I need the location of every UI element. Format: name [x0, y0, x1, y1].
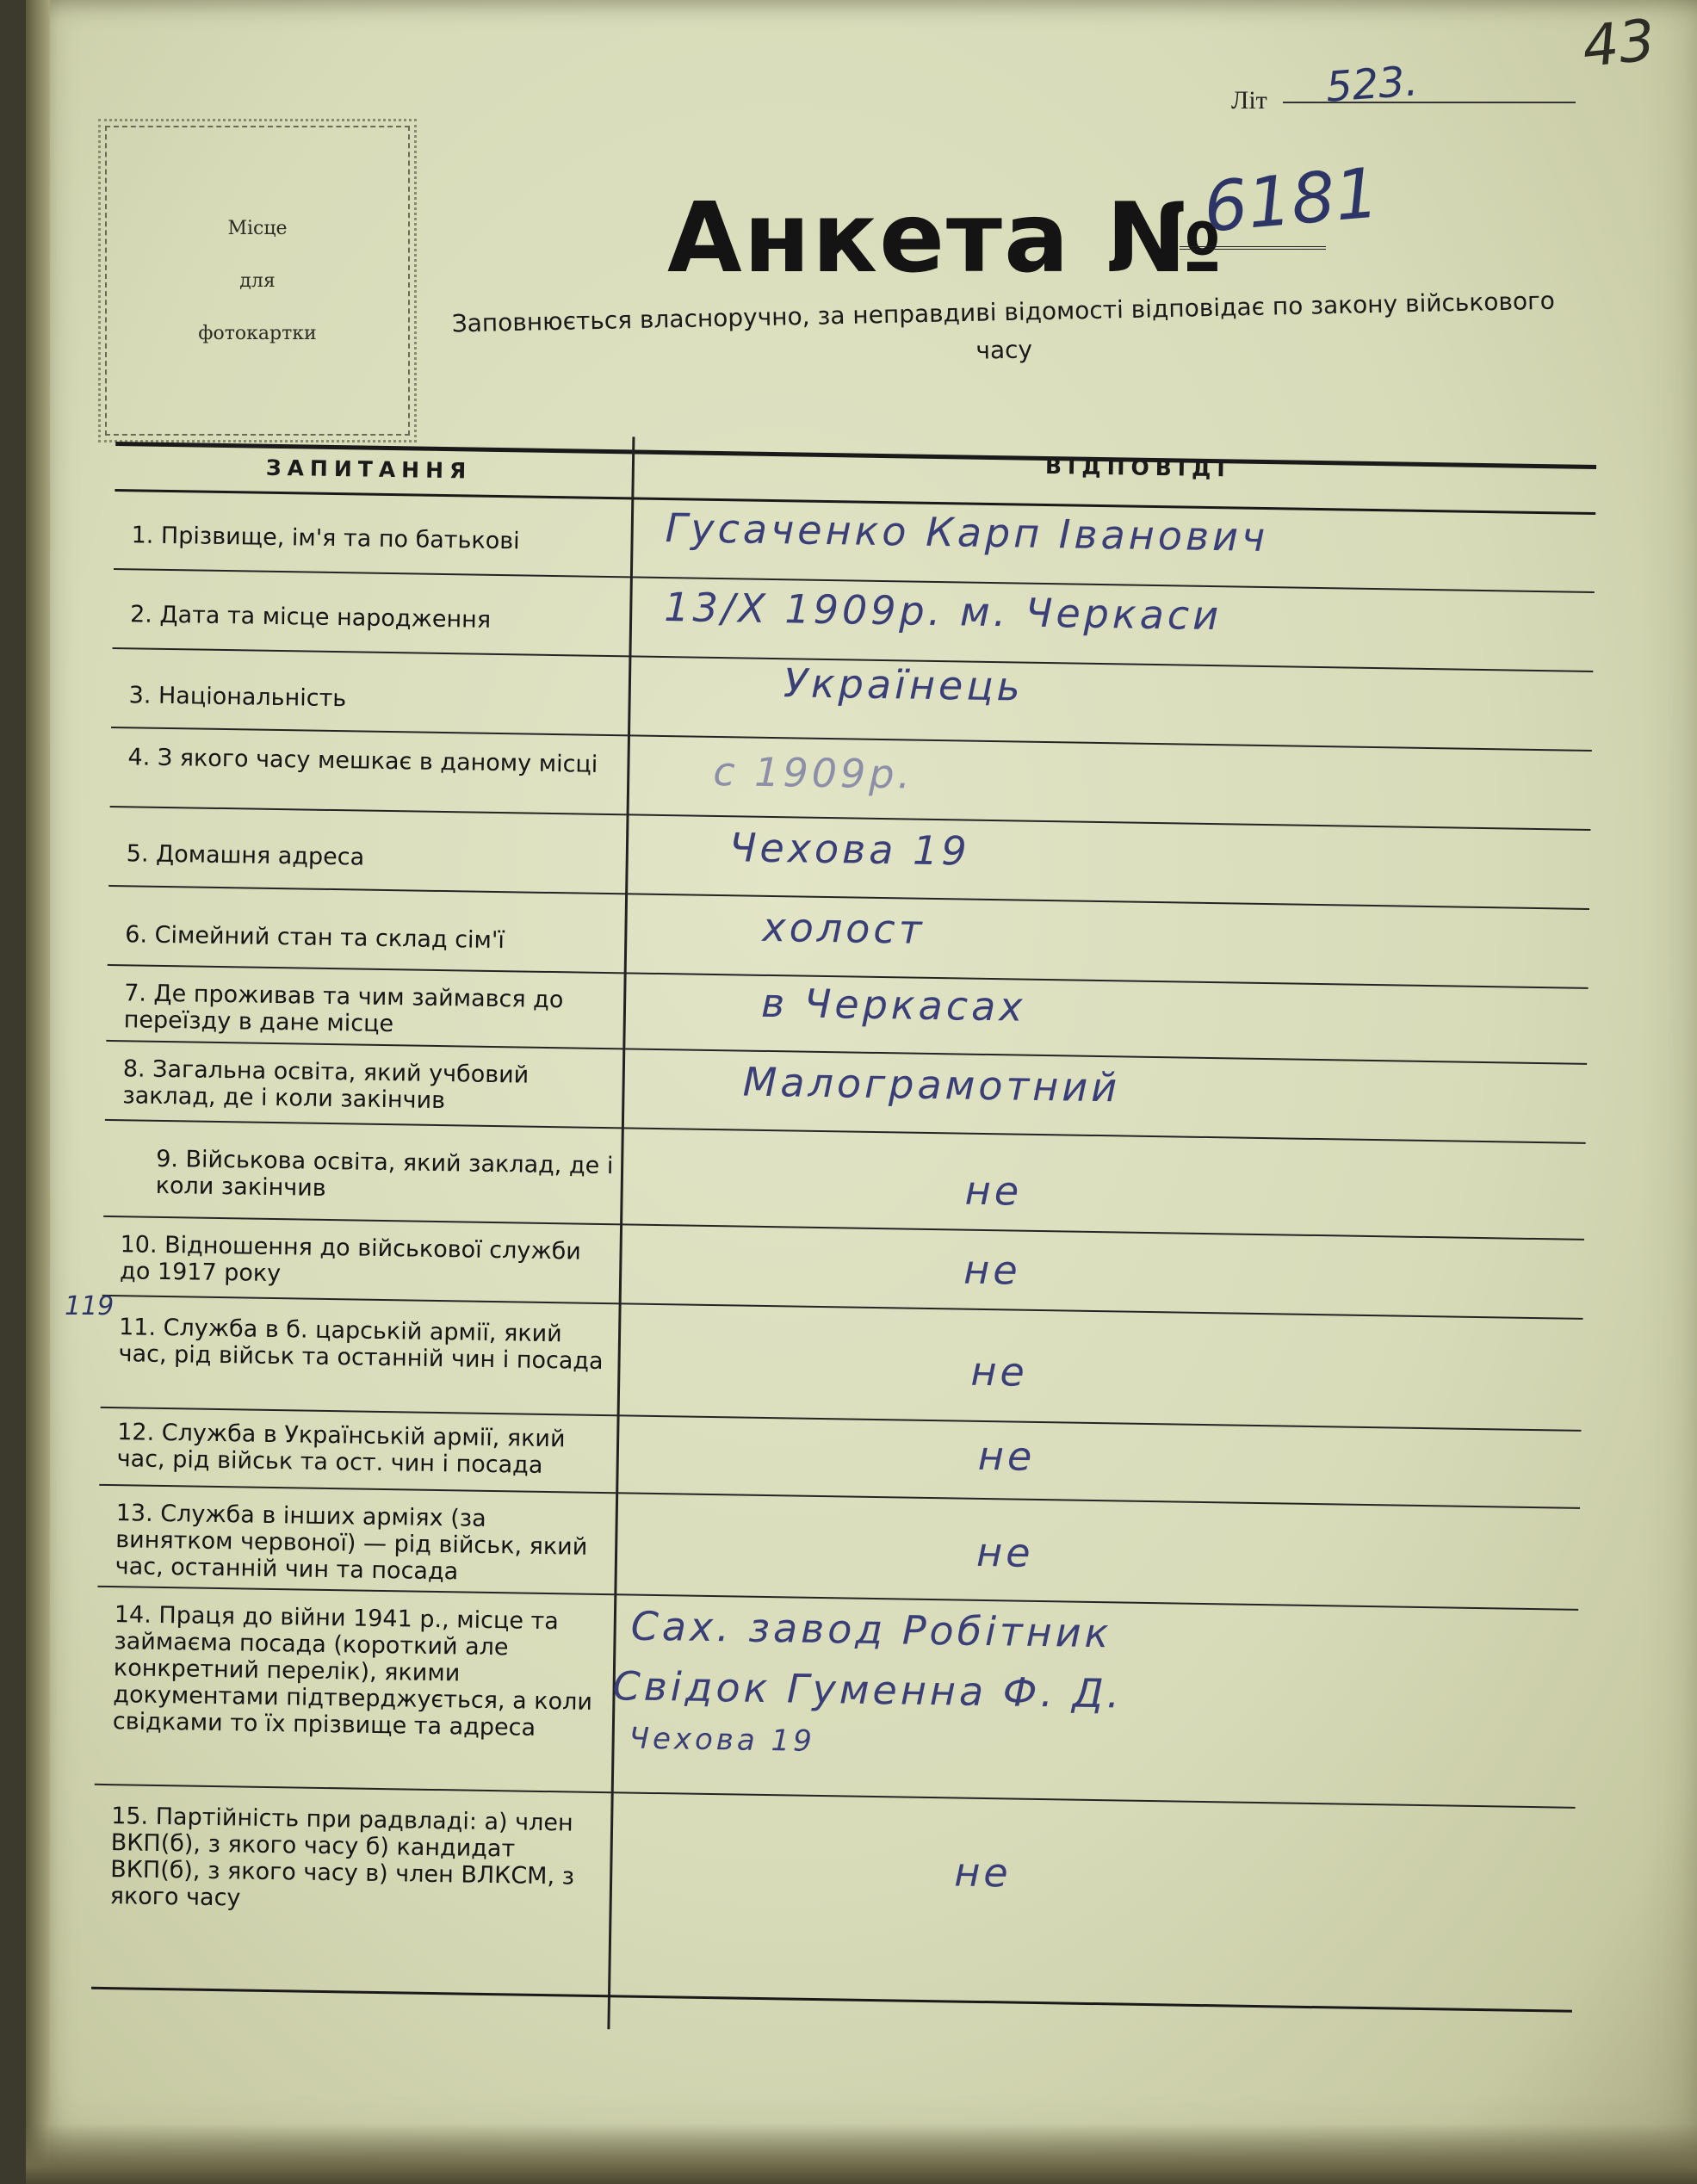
table-row	[91, 1784, 1575, 2010]
column-header-answers: ВІДПОВІДІ	[1044, 453, 1231, 482]
photo-label-line2: для	[239, 269, 276, 292]
answer-8: Малограмотний	[742, 1058, 1121, 1111]
question-6: 6. Сімейний стан та склад сім'ї	[125, 921, 505, 955]
answer-12: не	[977, 1432, 1036, 1480]
answer-6: холост	[762, 903, 926, 953]
page-bottom-edge	[26, 2124, 1697, 2184]
question-4: 4. З якого часу мешкає в даному місці	[127, 744, 598, 778]
table-row	[95, 1586, 1578, 1809]
question-10: 10. Відношення до військової служби до 1917 року	[119, 1231, 582, 1288]
question-8: 8. Загальна освіта, який учбовий заклад, де і коли закінчив	[122, 1055, 530, 1115]
question-1: 1. Прізвище, ім'я та по батькові	[131, 522, 520, 555]
margin-note: 119	[65, 1291, 115, 1321]
answer-11: не	[970, 1347, 1029, 1395]
answer-4: с 1909р.	[712, 747, 914, 798]
lit-value: 523.	[1324, 57, 1420, 112]
form-title: Анкета №	[667, 183, 1224, 294]
answer-5: Чехова 19	[728, 824, 971, 875]
answer-13: не	[975, 1528, 1034, 1576]
answer-7: в Черкасах	[760, 979, 1026, 1030]
question-7: 7. Де проживав та чим займався до переїзду в дане місце	[123, 980, 564, 1038]
lit-label: Літ	[1231, 86, 1267, 114]
answer-9: не	[964, 1166, 1023, 1215]
answer-14-address: Чехова 19	[629, 1721, 816, 1759]
question-15: 15. Партійність при радвладі: а) член ВКП(б), з якого часу б) кандидат ВКП(б), з якого часу в) член ВЛКСМ, з якого часу	[109, 1803, 575, 1912]
question-12: 12. Служба в Українській армії, який час, рід військ та ост. чин і посада	[116, 1419, 566, 1479]
answer-14-witness: Свідок Гуменна Ф. Д.	[612, 1662, 1124, 1717]
question-2: 2. Дата та місце народження	[129, 601, 492, 634]
photo-label-line3: фотокартки	[198, 322, 317, 344]
column-header-questions: ЗАПИТАННЯ	[265, 455, 473, 484]
answer-14-workplace: Сах. завод Робітник	[630, 1602, 1112, 1657]
question-13: 13. Служба в інших арміях (за винятком червоної) — рід військ, який час, останній чин та посада	[115, 1500, 588, 1586]
answer-10: не	[963, 1246, 1022, 1294]
question-3: 3. Національність	[128, 682, 347, 713]
answer-3: Українець	[783, 659, 1025, 710]
question-11: 11. Служба в б. царській армії, який час, рід військ та останній чин і посада	[118, 1314, 604, 1376]
question-9: 9. Військова освіта, який заклад, де і коли закінчив	[155, 1145, 614, 1202]
answer-2: 13/X 1909р. м. Черкаси	[663, 584, 1223, 640]
form-number: 6181	[1200, 152, 1383, 248]
form-subtitle: Заповнюється власноручно, за неправдиві відомості відповідає по закону військового часу	[451, 286, 1556, 365]
photo-placeholder	[105, 126, 410, 436]
answer-1: Гусаченко Карп Іванович	[665, 504, 1269, 561]
photo-label-line1: Місце	[227, 217, 288, 239]
questionnaire-table	[90, 403, 1666, 2063]
document-page	[26, 0, 1697, 2184]
answer-15: не	[953, 1848, 1013, 1896]
question-14: 14. Праця до війни 1941 р., місце та займаєма посада (короткий але конкретний перелік), якими документами підтверджується, а коли свідками то їх прізвище та адреса	[112, 1601, 593, 1742]
archive-page-number: 43	[1579, 6, 1658, 81]
form-number-underline	[1180, 246, 1326, 250]
question-5: 5. Домашня адреса	[126, 840, 365, 871]
